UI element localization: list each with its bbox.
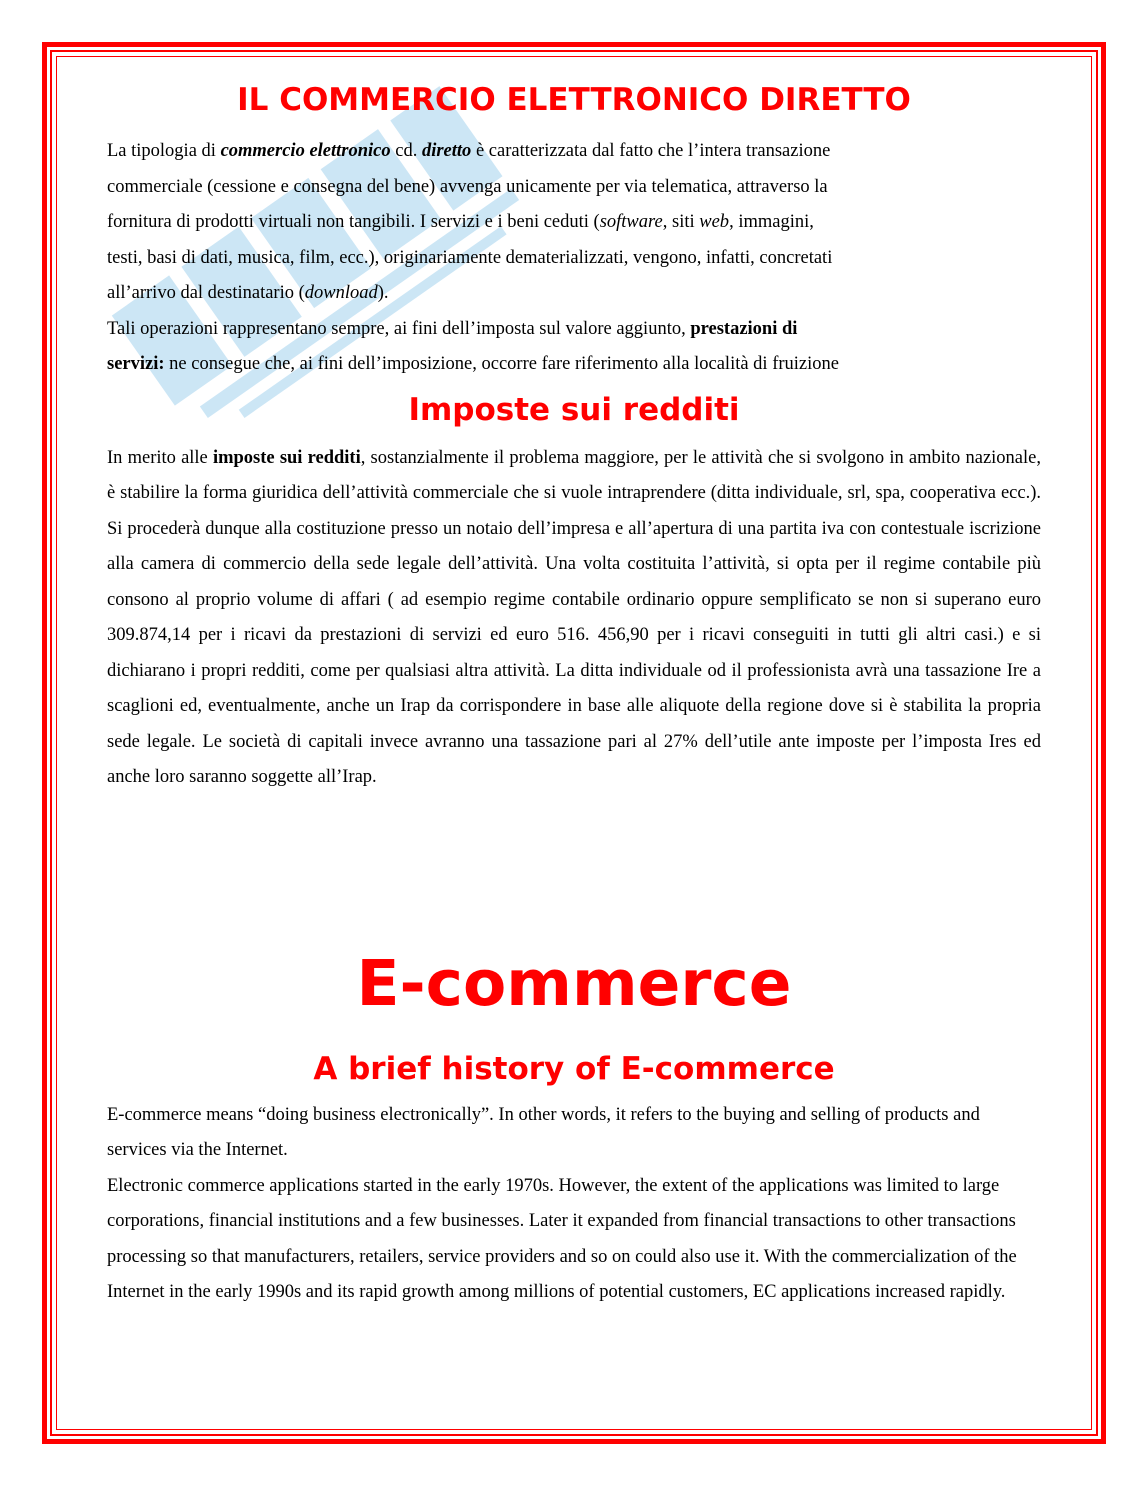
section-title-imposte: Imposte sui redditi <box>408 391 740 428</box>
paragraph-prestazioni-servizi: Tali operazioni rappresentano sempre, ai fini dell’imposta sul valore aggiunto, prestazioni di servizi: ne consegue che, ai fini dell’imposizione, occorre fare riferimento alla località di fruizione <box>107 318 839 374</box>
document-content <box>107 78 1041 1311</box>
paragraph-commercio-diretto: La tipologia di commercio elettronico cd. diretto è caratterizzata dal fatto che l’intera transazione commerciale (cessione e consegna del bene) avvenga unicamente per via telematica, attraverso la fornitura di prodotti virtuali non tangibili. I servizi e i beni ceduti (software, siti web, immagini, testi, basi di dati, musica, film, ecc.), originariamente dematerializzati, vengono, infatti, concretati all’arrivo dal destinatario (download). <box>107 141 833 303</box>
paragraph-ecommerce-history: Electronic commerce applications started in the early 1970s. However, the extent of the applications was limited to large corporations, financial institutions and a few businesses. Later it expanded from financial transactions to other transactions processing so that manufacturers, retailers, service providers and so on could also use it. With the commercialization of the Internet in the early 1990s and its rapid growth among millions of potential customers, EC applications increased rapidly. <box>107 1175 1017 1302</box>
paragraph-ecommerce-definition: E-commerce means “doing business electronically”. In other words, it refers to the buying and selling of products and services via the Internet. <box>107 1104 980 1160</box>
paragraph-imposte-redditi: In merito alle imposte sui redditi, sostanzialmente il problema maggiore, per le attività che si svolgono in ambito nazionale, è stabilire la forma giuridica dell’attività commerciale che si vuole intraprendere (ditta individuale, srl, spa, cooperativa ecc.). Si procederà dunque alla costituzione presso un notaio dell’impresa e all’apertura di una partita iva con contestuale iscrizione alla camera di commercio della sede legale dell’attività. Una volta costituita l’attività, si opta per il regime contabile più consono al proprio volume di affari ( ad esempio regime contabile ordinario oppure semplificato se non si superano euro 309.874,14 per i ricavi da prestazioni di servizi ed euro 516. 456,90 per i ricavi conseguiti in tutti gli altri casi.) e si dichiarano i propri redditi, come per qualsiasi altra attività. La ditta individuale od il professionista avrà una tassazione Ire a scaglioni ed, eventualmente, anche un Irap da corrispondere in base alle aliquote della regione dove si è stabilita la propria sede legale. Le società di capitali invece avranno una tassazione pari al 27% dell’utile ante imposte per l’imposta Ires ed anche loro saranno soggette all’Irap. <box>107 447 1041 787</box>
section-title-ecommerce: E-commerce <box>356 946 792 1020</box>
section-subtitle-history: A brief history of E-commerce <box>313 1050 835 1087</box>
section-title-commercio-diretto: IL COMMERCIO ELETTRONICO DIRETTO <box>237 82 911 118</box>
